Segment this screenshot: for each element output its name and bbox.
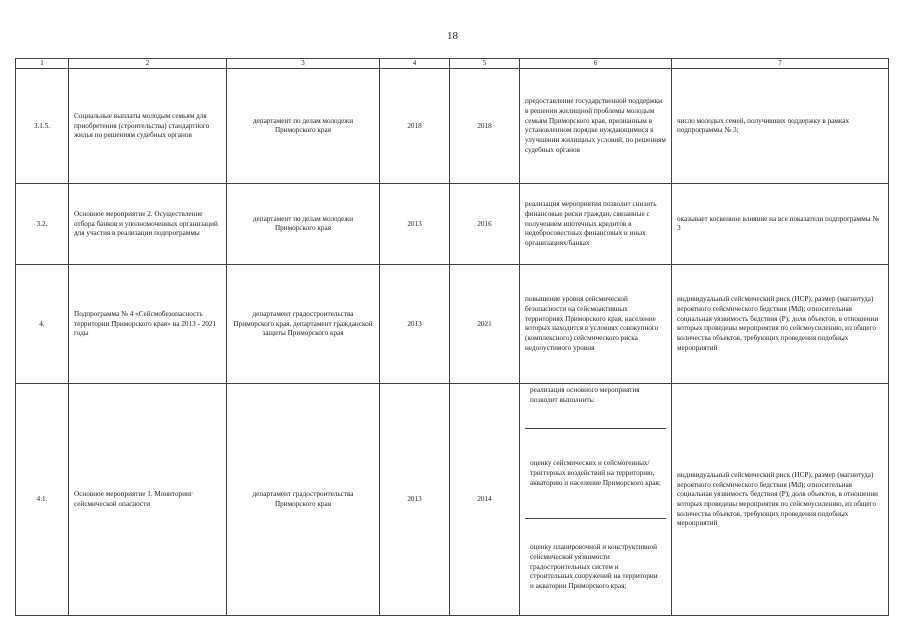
start-year: 2013: [380, 184, 450, 265]
table-row: [16, 384, 889, 616]
row-number: 4.: [16, 265, 69, 384]
expected-result: [520, 384, 672, 616]
result-item-text: оценку планировочной и конструктивной сейсмической уязвимости градостроительных систем и строительных сооружений на территории и акватории Приморского края;: [530, 543, 658, 591]
column-numbers-row: [16, 59, 889, 69]
related-indicators: индивидуальный сейсмический риск (ИСР); размер (магнитуда) вероятного сейсмического бедствия (Md); относительная социальная уязвимость бедствия (P); доля объектов, в отношении которых проведены мероприятия по сейсмоусилению, из общего количества объектов, требующих проведения подобных мероприятий: [672, 265, 889, 384]
table-row: [16, 69, 889, 184]
result-item-text: оценку сейсмических и сейсмогенных/триггерных воздействий на территорию, акваторию и население Приморского края;: [530, 459, 661, 487]
row-number: 3.2.: [16, 184, 69, 265]
start-year: 2013: [380, 384, 450, 616]
table-row: [16, 184, 889, 265]
end-year: 2016: [450, 184, 520, 265]
responsible-executor: департамент по делам молодежи Приморского края: [227, 69, 380, 184]
related-indicators: число молодых семей, получивших поддержку в рамках подпрограммы № 3;: [672, 69, 889, 184]
end-year: 2014: [450, 384, 520, 616]
activity-name: Основное мероприятие 2. Осуществление отбора банков и уполномоченных организаций для участия в реализации подпрограммы: [69, 184, 227, 265]
column-number: 7: [672, 59, 889, 69]
start-year: 2018: [380, 69, 450, 184]
column-number: 1: [16, 59, 69, 69]
column-number: 2: [69, 59, 227, 69]
related-indicators: индивидуальный сейсмический риск (ИСР); размер (магнитуда) вероятного сейсмического бедствия (Md); относительная социальная уязвимость бедствия (P), доля объектов, в отношении которых проведены мероприятия по сейсмоусилению, из общего количества объектов, требующих проведения подобных мероприятий: [672, 384, 889, 616]
responsible-executor: департамент по делам молодежи Приморского края: [227, 184, 380, 265]
activity-name: Социальные выплаты молодым семьям для приобретения (строительства) стандартного жилья по решениям судебных органов: [69, 69, 227, 184]
activity-name: Подпрограмма № 4 «Сейсмобезопасность территории Приморского края» на 2013 - 2021 годы: [69, 265, 227, 384]
related-indicators: оказывает косвенное влияние на все показатели подпрограммы № 3: [672, 184, 889, 265]
table-row: [16, 265, 889, 384]
page-number: 18: [447, 30, 458, 42]
row-number: 3.1.5.: [16, 69, 69, 184]
responsible-executor: департамент градостроительства Приморского края: [227, 384, 380, 616]
column-number: 3: [227, 59, 380, 69]
column-number: 6: [520, 59, 672, 69]
row-number: 4.1.: [16, 384, 69, 616]
result-item: [525, 428, 666, 518]
expected-result: предоставление государственной поддержки в решении жилищной проблемы молодым семьям Приморского края, признанным в установленном порядке нуждающимися в улучшении жилищных условий, по решениям судебных органов: [520, 69, 672, 184]
result-intro: реализация основного мероприятия позволит выполнить:: [530, 386, 640, 405]
program-activities-table: [15, 58, 889, 616]
start-year: 2013: [380, 265, 450, 384]
end-year: 2021: [450, 265, 520, 384]
result-item: [525, 518, 666, 615]
expected-result: повышение уровня сейсмической безопасности на сейсмоактивных территориях Приморского края, население которых находится в условиях совокупного (комплексного) сейсмического риска недопустимого уровня: [520, 265, 672, 384]
responsible-executor: департамент градостроительства Приморского края, департамент гражданской защиты Приморского края: [227, 265, 380, 384]
end-year: 2018: [450, 69, 520, 184]
column-number: 4: [380, 59, 450, 69]
expected-result: реализация мероприятия позволит снизить финансовые риски граждан, связанные с получением ипотечных кредитов в недобросовестных финансовых и иных организациях/банках: [520, 184, 672, 265]
column-number: 5: [450, 59, 520, 69]
activity-name: Основное мероприятие 1. Мониторинг сейсмической опасности: [69, 384, 227, 616]
